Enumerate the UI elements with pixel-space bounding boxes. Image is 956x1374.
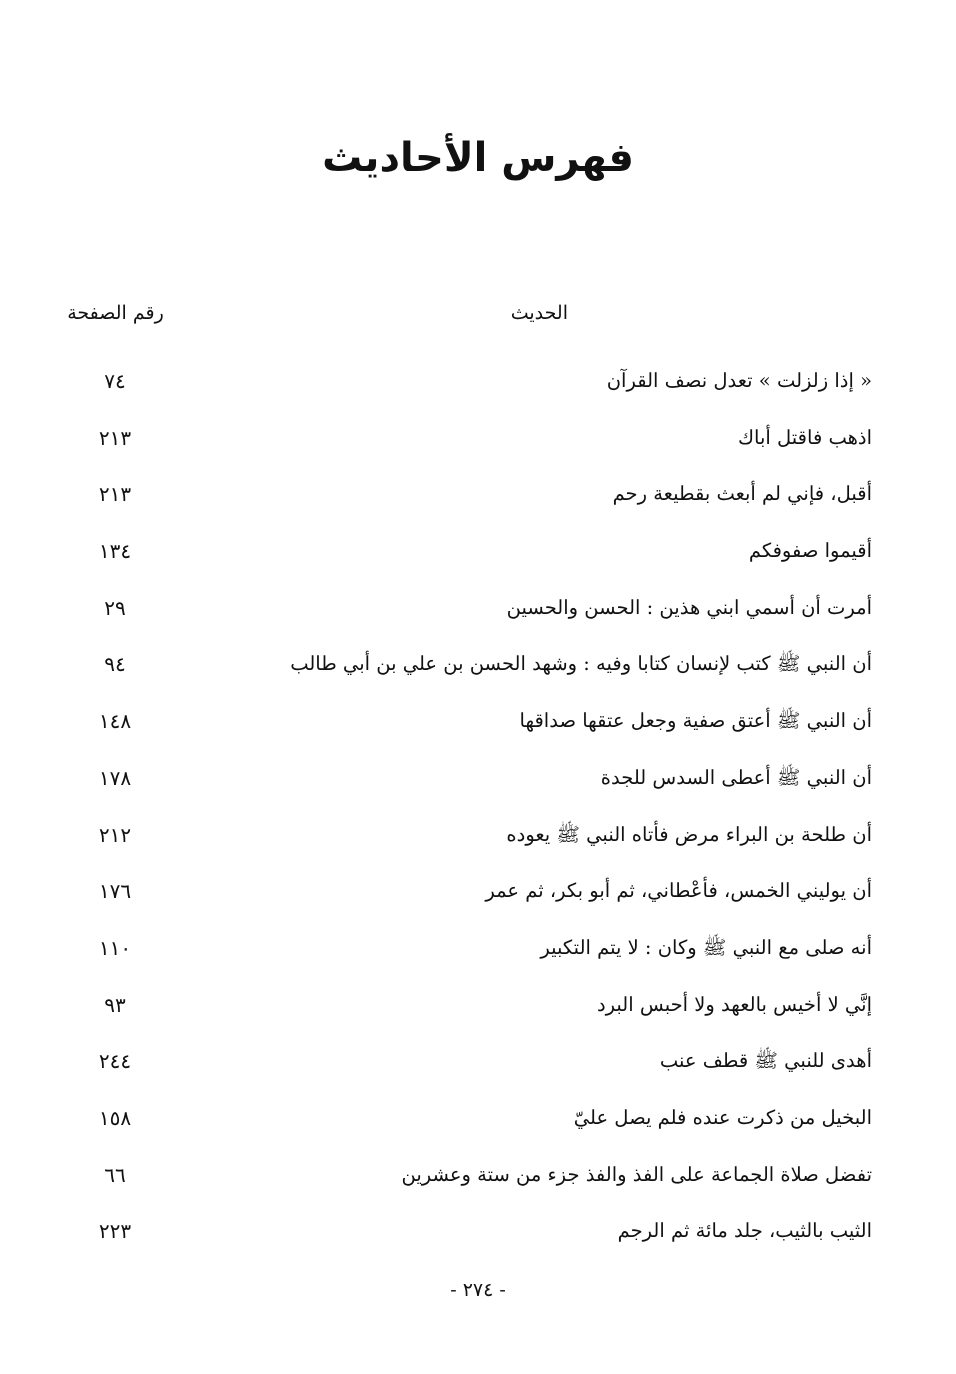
index-entry	[0, 1154, 956, 1211]
hadith-page-number: ١٣٤	[98, 539, 132, 564]
hadith-page-number: ٢١٢	[98, 822, 132, 847]
hadith-text: اذهب فاقتل أباك	[737, 425, 872, 449]
hadith-page-number: ١١٠	[98, 935, 132, 960]
hadith-text: أن طلحة بن البراء مرض فأتاه النبي ﷺ يعوده	[506, 822, 872, 846]
hadith-text: أن يوليني الخمس، فأعْطاني، ثم أبو بكر، ثم عمر	[485, 879, 872, 903]
hadith-page-number: ١٧٦	[98, 879, 132, 904]
hadith-text: أهدى للنبي ﷺ قطف عنب	[659, 1049, 872, 1073]
index-entry	[0, 1210, 956, 1267]
index-entry	[0, 643, 956, 700]
index-entry	[0, 417, 956, 474]
hadith-text: البخيل من ذكرت عنده فلم يصل عليّ	[573, 1105, 872, 1129]
page-number-footer: - ٢٧٤ -	[450, 1279, 506, 1301]
index-entry	[0, 700, 956, 757]
hadith-text: تفضل صلاة الجماعة على الفذ والفذ جزء من ستة وعشرين	[401, 1162, 872, 1186]
hadith-text: أقيموا صفوفكم	[748, 539, 872, 563]
hadith-text: أن النبي ﷺ كتب لإنسان كتابا وفيه : وشهد الحسن بن علي بن أبي طالب	[290, 652, 872, 676]
hadith-text: أن النبي ﷺ أعتق صفية وجعل عتقها صداقها	[519, 709, 872, 733]
hadith-index-list	[0, 360, 956, 1267]
page-number-column-header: رقم الصفحة	[67, 302, 164, 324]
hadith-page-number: ٢٢٣	[98, 1219, 132, 1244]
index-entry	[0, 870, 956, 927]
hadith-text: « إذا زلزلت » تعدل نصف القرآن	[606, 369, 872, 392]
hadith-page-number: ٢٤٤	[98, 1049, 132, 1074]
hadith-text: الثيب بالثيب، جلد مائة ثم الرجم	[617, 1219, 872, 1243]
hadith-page-number: ١٧٨	[98, 765, 132, 790]
hadith-column-header: الحديث	[510, 302, 568, 324]
index-entry	[0, 360, 956, 417]
hadith-page-number: ٦٦	[104, 1162, 126, 1187]
index-entry	[0, 927, 956, 984]
hadith-text: أن النبي ﷺ أعطى السدس للجدة	[600, 765, 872, 789]
index-entry	[0, 473, 956, 530]
page-title: فهرس الأحاديث	[322, 135, 634, 181]
index-entry	[0, 1040, 956, 1097]
hadith-page-number: ٩٤	[104, 652, 126, 677]
hadith-page-number: ٧٤	[104, 369, 126, 393]
hadith-text: إنَّي لا أخيس بالعهد ولا أحبس البرد	[596, 992, 872, 1016]
index-entry	[0, 757, 956, 814]
hadith-page-number: ٢٩	[104, 595, 126, 620]
hadith-page-number: ١٥٨	[98, 1105, 132, 1130]
index-entry	[0, 814, 956, 871]
index-entry	[0, 587, 956, 644]
index-entry	[0, 984, 956, 1041]
hadith-page-number: ٢١٣	[98, 482, 132, 507]
hadith-page-number: ٢١٣	[98, 425, 132, 450]
hadith-page-number: ١٤٨	[98, 709, 132, 734]
hadith-text: أنه صلى مع النبي ﷺ وكان : لا يتم التكبير	[540, 935, 872, 959]
hadith-page-number: ٩٣	[104, 992, 126, 1017]
hadith-text: أقبل، فإني لم أبعث بقطيعة رحم	[612, 482, 872, 506]
index-entry	[0, 530, 956, 587]
index-entry	[0, 1097, 956, 1154]
hadith-text: أمرت أن أسمي ابني هذين : الحسن والحسين	[506, 595, 872, 619]
